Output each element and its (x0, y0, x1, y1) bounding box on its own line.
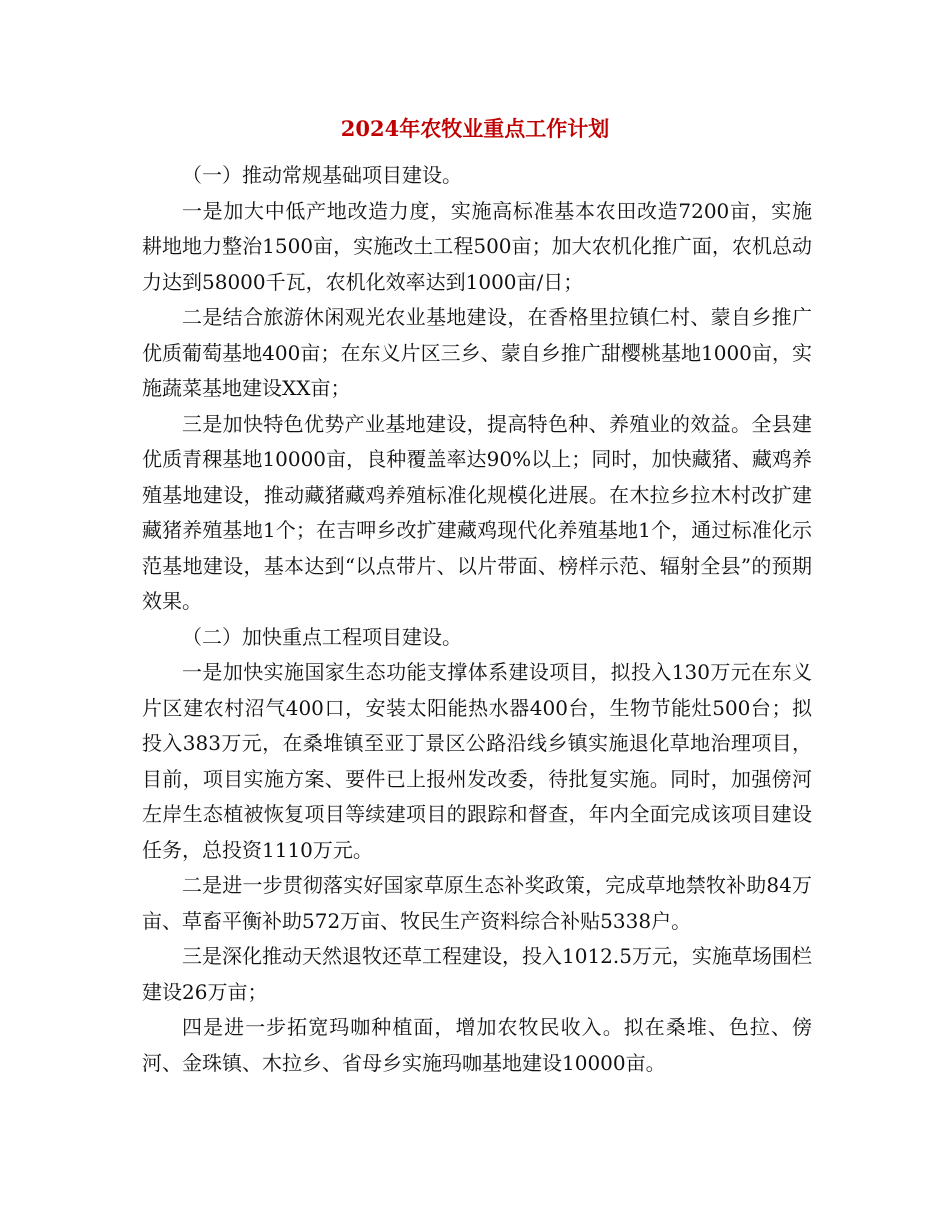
paragraph-grazing-withdrawal: 三是深化推动天然退牧还草工程建设，投入1012.5万元，实施草场围栏建设26万亩； (142, 944, 812, 1004)
paragraph-grassland-subsidy: 二是进一步贯彻落实好国家草原生态补奖政策，完成草地禁牧补助84万亩、草畜平衡补助572万亩、牧民生产资料综合补贴5338户。 (142, 873, 812, 933)
paragraph-ecological-projects: 一是加快实施国家生态功能支撑体系建设项目，拟投入130万元在东义片区建农村沼气400口，安装太阳能热水器400台，生物节能灶500台；拟投入383万元，在桑堆镇至亚丁景区公路沿线乡镇实施退化草地治理项目，目前，项目实施方案、要件已上报州发改委，待批复实施。同时，加强傍河左岸生态植被恢复项目等续建项目的跟踪和督查，年内全面完成该项目建设任务，总投资1110万元。 (142, 660, 812, 862)
paragraph-specialty-industry: 三是加快特色优势产业基地建设，提高特色种、养殖业的效益。全县建优质青稞基地10000亩，良种覆盖率达90%以上；同时，加快藏猪、藏鸡养殖基地建设，推动藏猪藏鸡养殖标准化规模化进展。在木拉乡拉木村改扩建藏猪养殖基地1个；在吉呷乡改扩建藏鸡现代化养殖基地1个，通过标准化示范基地建设，基本达到“以点带片、以片带面、榜样示范、辐射全县”的预期效果。 (142, 411, 812, 613)
document-title: 2024年农牧业重点工作计划 (340, 116, 610, 141)
paragraph-maca-planting: 四是进一步拓宽玛咖种植面，增加农牧民收入。拟在桑堆、色拉、傍河、金珠镇、木拉乡、省母乡实施玛咖基地建设10000亩。 (142, 1015, 812, 1075)
paragraph-farmland-improvement: 一是加大中低产地改造力度，实施高标准基本农田改造7200亩，实施耕地地力整治1500亩，实施改土工程500亩；加大农机化推广面，农机总动力达到58000千瓦，农机化效率达到1000亩/日； (142, 198, 812, 294)
paragraph-tourism-agriculture: 二是结合旅游休闲观光农业基地建设，在香格里拉镇仁村、蒙自乡推广优质葡萄基地400亩；在东义片区三乡、蒙自乡推广甜樱桃基地1000亩，实施蔬菜基地建设XX亩； (142, 305, 812, 400)
document-body (142, 158, 812, 1081)
paragraph-section-1-heading: （一）推动常规基础项目建设。 (182, 163, 462, 187)
paragraph-section-2-heading: （二）加快重点工程项目建设。 (182, 624, 462, 649)
